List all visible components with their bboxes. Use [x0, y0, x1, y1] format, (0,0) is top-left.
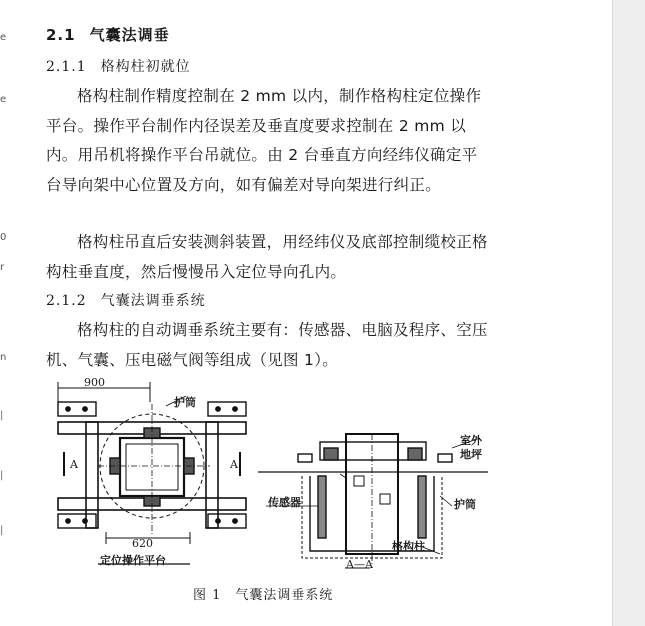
edge-mark: 0: [0, 232, 7, 243]
label-section: A—A: [346, 558, 373, 571]
label-platform: 定位操作平台: [100, 554, 166, 567]
label-hutong-right: 护筒: [454, 498, 476, 511]
dim-bottom-label: 620: [132, 537, 153, 550]
label-a-left: A: [70, 458, 78, 471]
paragraph-2: 格构柱吊直后安装测斜装置，用经纬仪及底部控制缆校正格构柱垂直度，然后慢慢吊入定位导向孔内。: [46, 233, 488, 281]
section-heading: 2.1 气囊法调垂: [46, 26, 170, 44]
paragraph-3: 格构柱的自动调垂系统主要有：传感器、电脑及程序、空压机、气囊、压电磁气阀等组成（见图 1）。: [46, 321, 488, 369]
figure-caption: 图 1 气囊法调垂系统: [193, 588, 334, 603]
label-ground-2: 地坪: [460, 448, 482, 461]
subsection-heading-2: 2.1.2 气囊法调垂系统: [46, 293, 206, 309]
edge-mark: e: [0, 94, 7, 105]
edge-mark: r: [0, 262, 5, 273]
label-a-right: A: [230, 458, 238, 471]
label-sensor: 传感器: [268, 496, 301, 509]
figure-labels: [40, 376, 510, 576]
label-hutong-left: 护筒: [174, 396, 196, 409]
right-scroll-area[interactable]: [612, 0, 645, 626]
left-page-edge: [0, 0, 10, 626]
edge-mark: e: [0, 32, 7, 43]
label-ground-1: 室外: [460, 434, 482, 447]
edge-mark: n: [0, 352, 7, 363]
dim-top-label: 900: [84, 376, 105, 389]
edge-mark: |: [0, 525, 4, 536]
label-column: 格构柱: [392, 540, 425, 553]
paragraph-1: 格构柱制作精度控制在 2 mm 以内，制作格构柱定位操作平台。操作平台制作内径误差及垂直度要求控制在 2 mm 以内。用吊机将操作平台吊就位。由 2 台垂直方向经纬仪确定平台导向架中心位置及方向，如有偏差对导向架进行纠正。: [46, 87, 482, 194]
edge-mark: |: [0, 470, 4, 481]
subsection-heading-1: 2.1.1 格构柱初就位: [46, 59, 191, 75]
edge-mark: |: [0, 410, 4, 421]
